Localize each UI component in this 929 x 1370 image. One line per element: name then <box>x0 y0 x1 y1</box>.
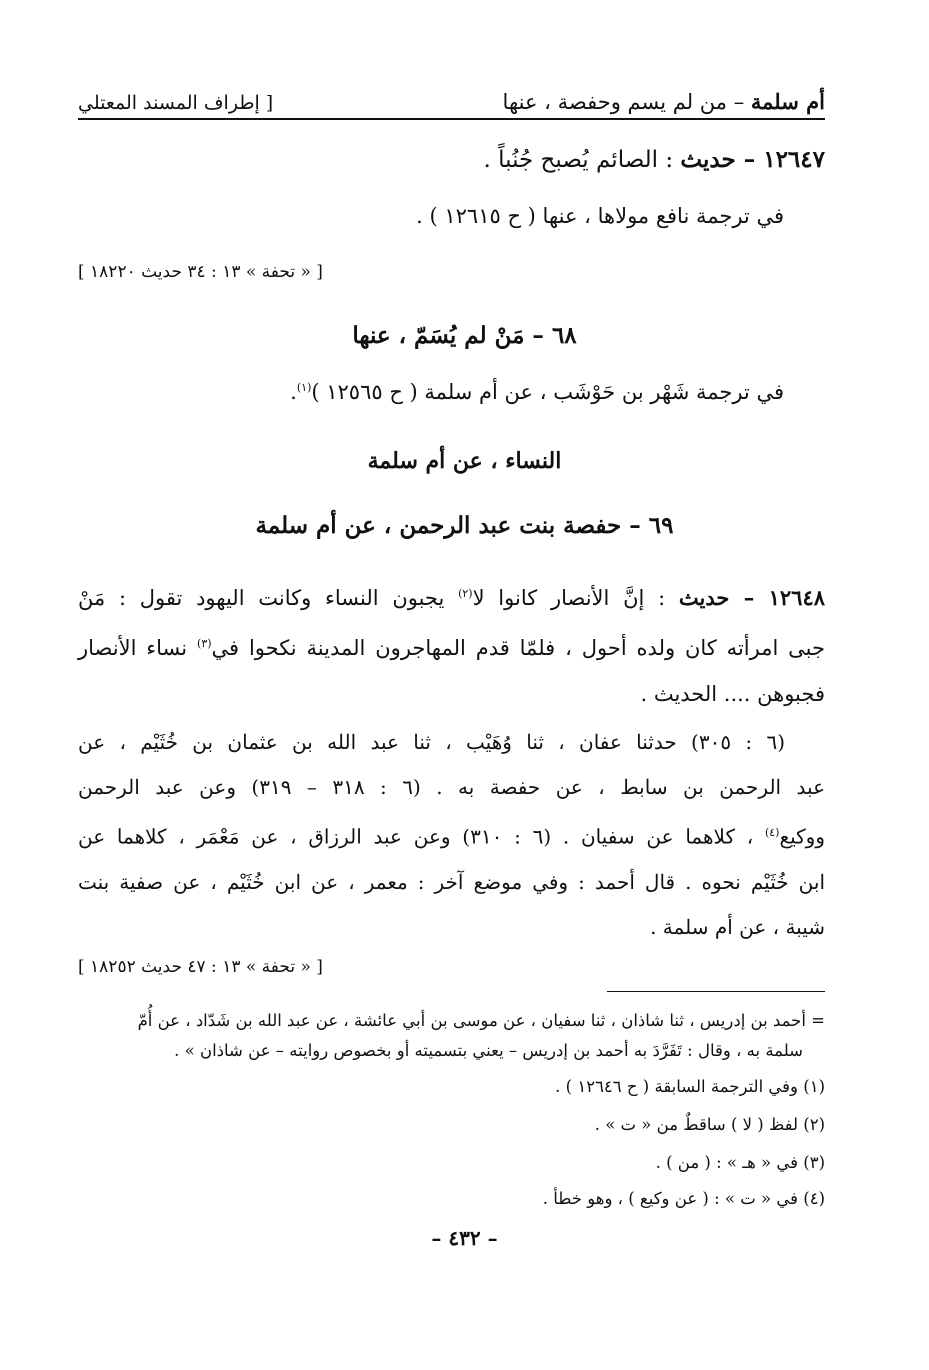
footnote-line: = أحمد بن إدريس ، ثنا شاذان ، ثنا سفيان ، عن موسى بن أبي عائشة ، عن عبد الله بن شَدّاد ، عن أُمّ <box>137 1011 825 1030</box>
text-segment: يجبون النساء وكانت اليهود تقول : مَنْ <box>78 586 459 610</box>
footnote-1: (١) وفي الترجمة السابقة ( ح ١٢٦٤٦ ) . <box>555 1077 825 1096</box>
header-title-rest: – من لم يسم وحفصة ، عنها <box>502 90 751 114</box>
women-section-heading: النساء ، عن أم سلمة <box>367 448 562 474</box>
header-chapter-title <box>503 89 825 114</box>
header-book-title: [ إطراف المسند المعتلي <box>78 92 274 114</box>
footnote-2: (٢) لفظ ( لا ) ساقطٌ من « ت » . <box>594 1115 825 1134</box>
footnote-line: سلمة به ، وقال : تَفَرَّدَ به أحمد بن إدريس – يعني بتسميته أو بخصوص روايته – عن شاذان » . <box>174 1041 803 1060</box>
isnad-line <box>78 810 825 860</box>
footnote-marker: (١) <box>296 381 312 394</box>
hadith-keyword: – حديث <box>678 585 769 610</box>
text-segment: ، كلاهما عن سفيان . (٦ : ٣١٠) وعن عبد الرزاق ، عن مَعْمَر ، كلاهما عن <box>78 824 765 849</box>
text-segment: ووكيع <box>779 824 825 849</box>
reference-text: في ترجمة شَهْر بن حَوْشَب ، عن أم سلمة ( ح ١٢٥٦٥ ) <box>311 380 784 404</box>
text-segment: جبى امرأته كان ولده أحول ، فلمّا قدم المهاجرون المدينة نكحوا في <box>211 636 825 660</box>
page-number: – ٤٣٢ – <box>431 1226 498 1250</box>
hadith-number: ١٢٦٤٧ <box>763 146 825 173</box>
section-68-heading: ٦٨ – مَنْ لم يُسَمّ ، عنها <box>352 322 577 349</box>
footnote-3: (٣) في « هـ » : ( من ) . <box>655 1153 825 1172</box>
isnad-line: ابن خُثَيْم نحوه . قال أحمد : وفي موضع آخر : معمر ، عن ابن خُثَيْم ، عن صفية بنت <box>78 869 825 894</box>
hadith-12648-isnad <box>78 720 825 950</box>
text-line <box>78 571 825 621</box>
isnad-line: شيبة ، عن أم سلمة . <box>650 914 825 939</box>
section-69-heading: ٦٩ – حفصة بنت عبد الرحمن ، عن أم سلمة <box>255 512 674 539</box>
hadith-12648-tuhfa: [ « تحفة » ١٣ : ٤٧ حديث ١٨٢٥٢ ] <box>78 957 323 977</box>
reference-end: . <box>290 380 297 404</box>
running-header <box>78 78 825 120</box>
text-segment: : إنَّ الأنصار كانوا لا <box>472 586 679 610</box>
hadith-text: : الصائم يُصبح جُنُباً . <box>483 147 681 173</box>
header-title-main: أم سلمة <box>750 89 825 114</box>
text-segment: نساء الأنصار <box>78 636 198 660</box>
footnote-separator <box>607 991 825 992</box>
hadith-12647-tuhfa: [ « تحفة » ١٣ : ٣٤ حديث ١٨٢٢٠ ] <box>78 262 323 282</box>
footnote-marker: (٣) <box>197 637 212 650</box>
footnote-marker: (٢) <box>458 587 473 600</box>
hadith-number: ١٢٦٤٨ <box>768 585 826 610</box>
hadith-12647-reference: في ترجمة نافع مولاها ، عنها ( ح ١٢٦١٥ ) . <box>416 204 784 228</box>
hadith-12647 <box>484 146 826 173</box>
isnad-line: عبد الرحمن بن سابط ، عن حفصة به . (٦ : ٣١٨ – ٣١٩) وعن عبد الرحمن <box>78 775 825 799</box>
hadith-12648-text <box>78 571 825 717</box>
isnad-line: (٦ : ٣٠٥) حدثنا عفان ، ثنا وُهَيْب ، ثنا عبد الله بن عثمان بن خُثَيْم ، عن <box>78 730 785 754</box>
text-line: فجبوهن .... الحديث . <box>640 682 825 706</box>
text-line <box>78 621 825 671</box>
footnote-4: (٤) في « ت » : ( عن وكيع ) ، وهو خطأ . <box>542 1189 825 1208</box>
section-68-reference <box>290 380 784 404</box>
hadith-keyword: – حديث <box>680 146 764 173</box>
footnote-continued <box>78 1006 825 1066</box>
footnote-marker: (٤) <box>764 826 780 839</box>
